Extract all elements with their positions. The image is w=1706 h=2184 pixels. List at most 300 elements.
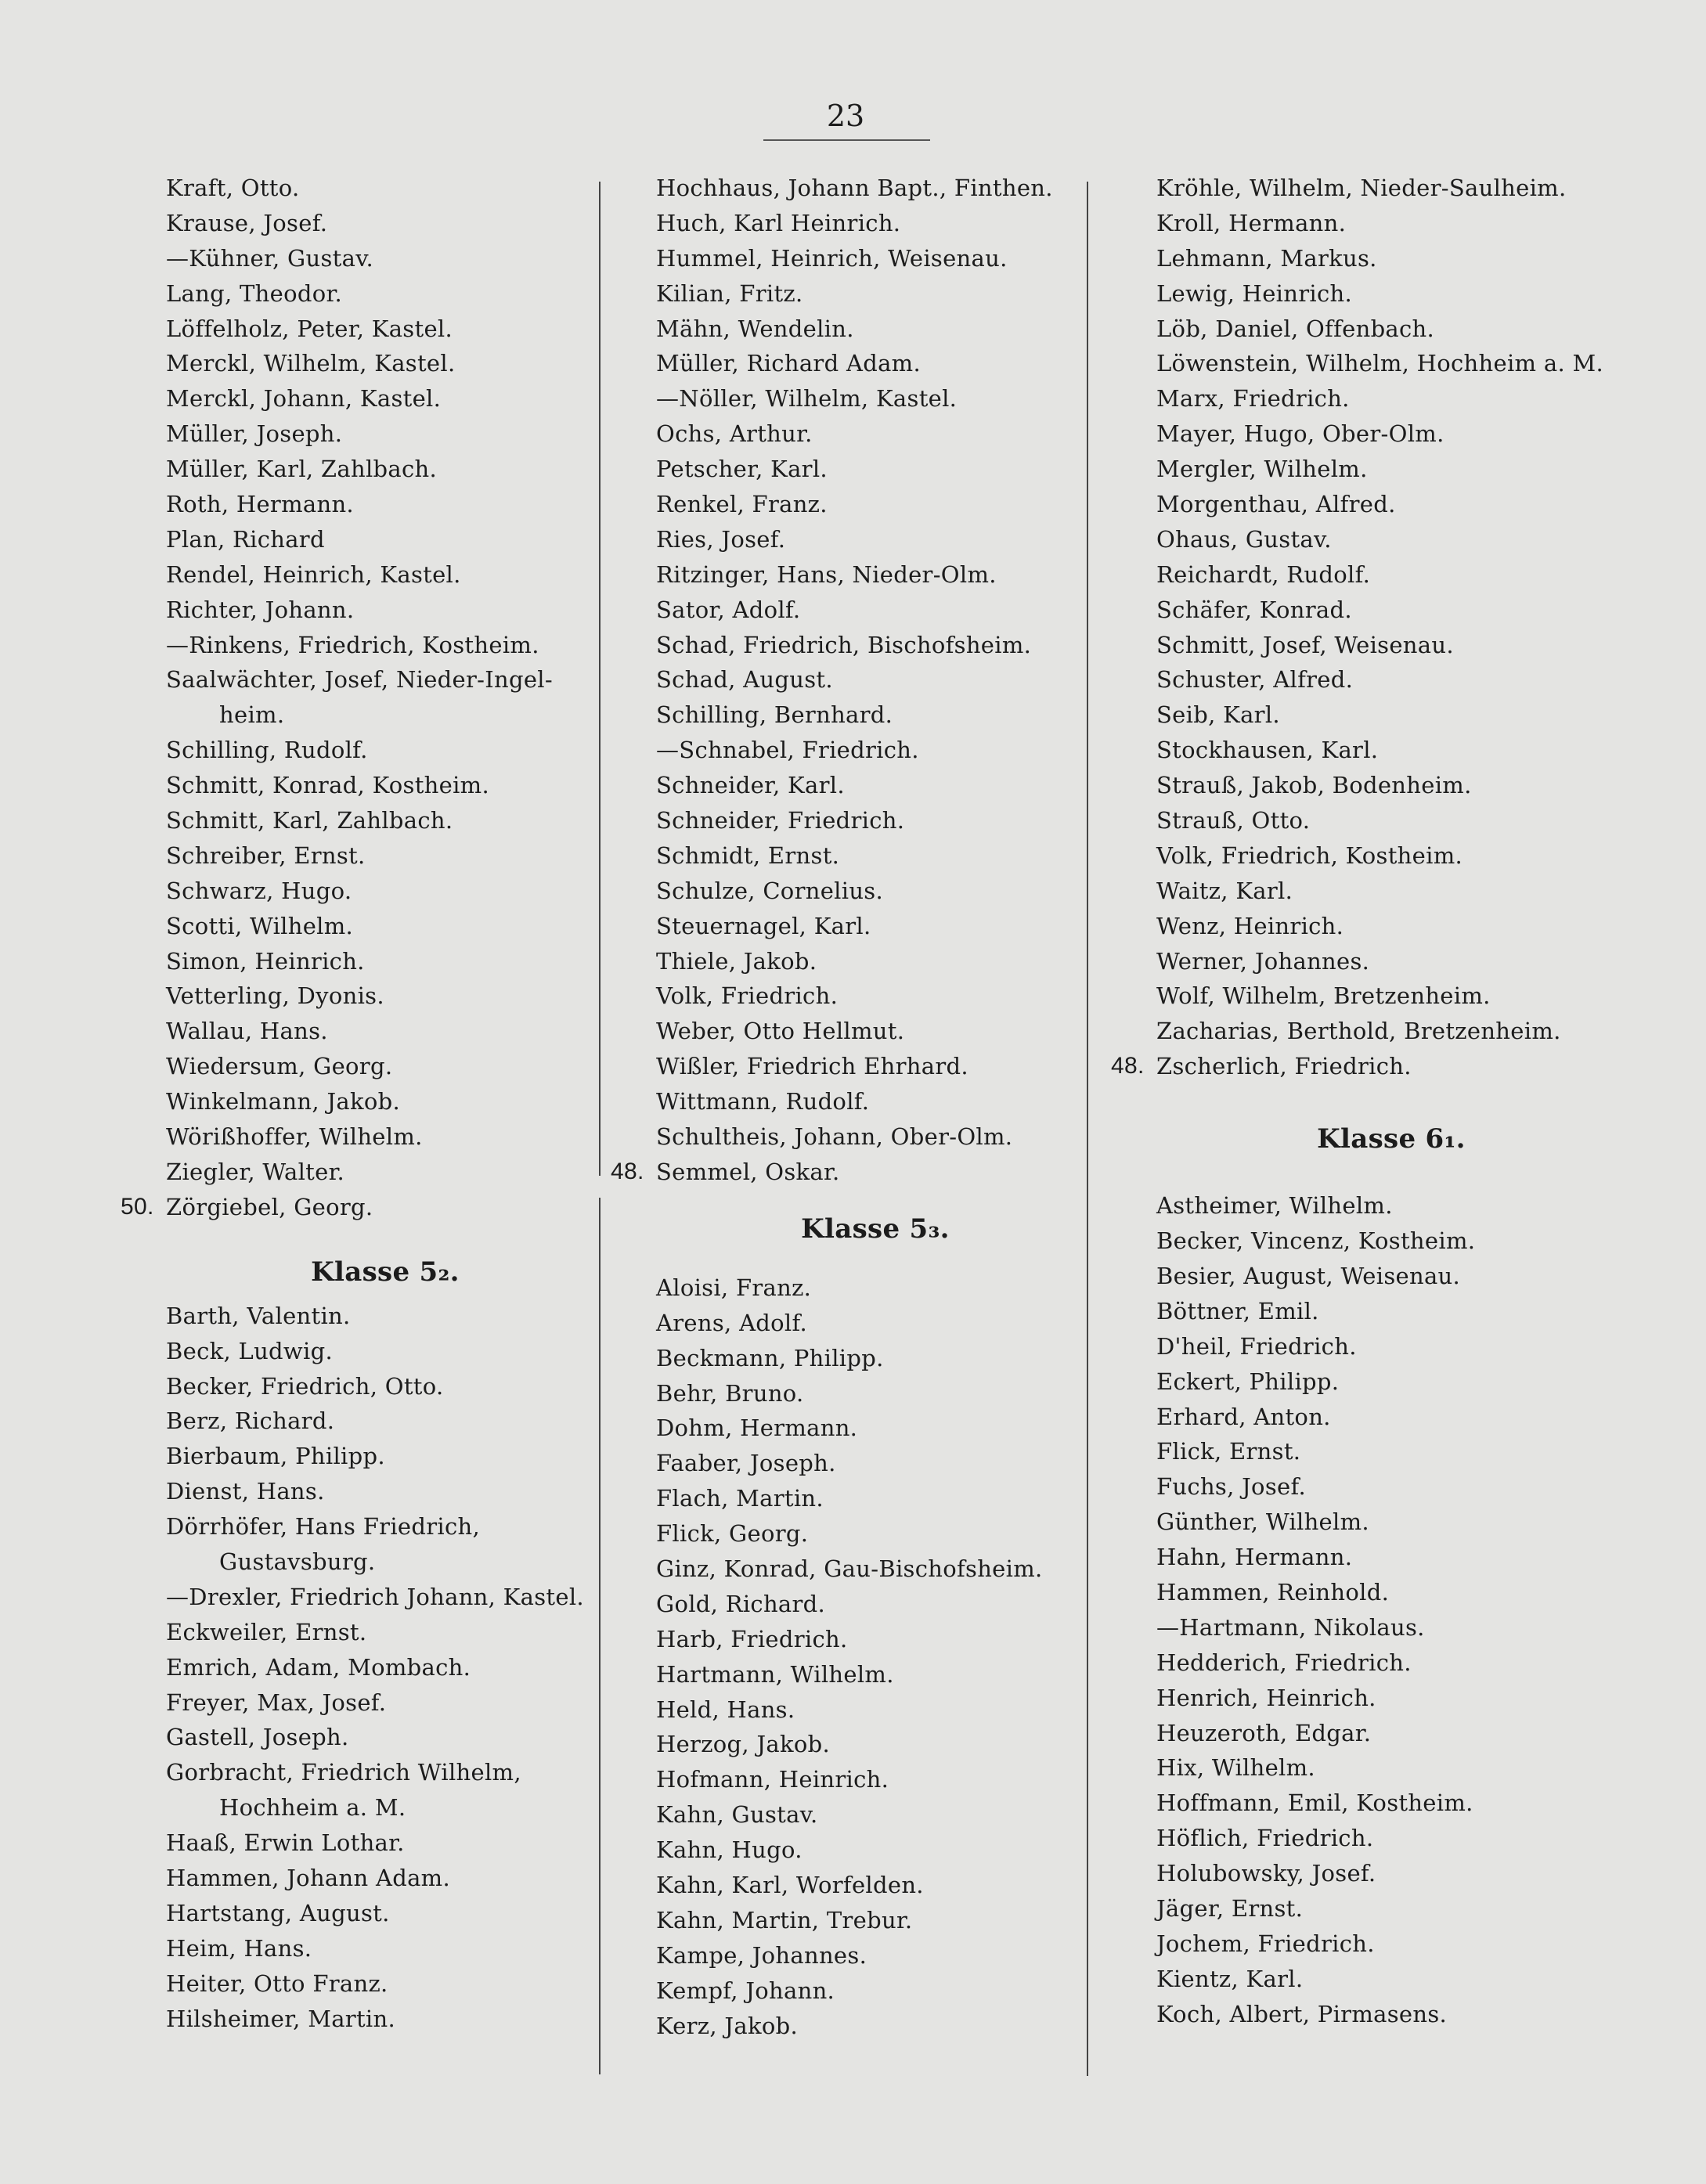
student-name: Schultheis, Johann, Ober-Olm. [656,1123,1013,1151]
student-name: Beck, Ludwig. [166,1337,334,1364]
list-item [656,838,1095,874]
column-3 [1111,171,1626,2032]
list-item [166,1334,604,1369]
list-item [166,1580,604,1615]
student-name: Schäfer, Konrad. [1156,596,1352,623]
student-name: Kampe, Johannes. [656,1941,867,1969]
student-name: Stockhausen, Karl. [1156,737,1379,764]
list-item [1156,276,1626,312]
student-name: Waitz, Karl. [1156,877,1293,904]
student-name: Ritzinger, Hans, Nieder-Olm. [656,560,997,588]
student-name: Hahn, Hermann. [1156,1544,1353,1571]
student-name: Lang, Theodor. [166,279,342,307]
student-name: Mergler, Wilhelm. [1156,456,1368,483]
list-item [656,1341,1095,1376]
list-item [166,1474,604,1509]
student-name: Kempf, Johann. [656,1977,835,2004]
student-name: Lewig, Heinrich. [1156,279,1352,307]
student-name: Hammen, Johann Adam. [166,1864,450,1891]
student-name: Gustavsburg. [219,1548,376,1575]
student-name: Koch, Albert, Pirmasens. [1156,2000,1448,2027]
list-item [1156,452,1626,487]
student-name: Marx, Friedrich. [1156,385,1350,413]
student-name: Höflich, Friedrich. [1156,1825,1374,1852]
student-name: Wiedersum, Georg. [166,1053,393,1080]
student-name: Plan, Richard [166,525,325,553]
list-item [166,1049,604,1084]
student-name: Scotti, Wilhelm. [166,912,354,939]
list-item [1156,1259,1626,1294]
student-name: Huch, Karl Heinrich. [656,209,901,236]
student-name: —Rinkens, Friedrich, Kostheim. [166,631,539,658]
student-name: Behr, Bruno. [656,1379,804,1407]
student-name: Dohm, Hermann. [656,1415,858,1442]
list-item [166,697,604,733]
student-name: Dienst, Hans. [166,1478,325,1505]
student-name: Ginz, Konrad, Gau-Bischofsheim. [656,1555,1043,1582]
list-item [1156,487,1626,522]
student-name: Strauß, Otto. [1156,807,1311,834]
student-name: Heim, Hans. [166,1934,312,1962]
list-item [166,1119,604,1155]
list-item [656,2009,1095,2044]
list-item [656,1868,1095,1903]
student-name: —Nöller, Wilhelm, Kastel. [656,385,958,413]
student-name: Winkelmann, Jakob. [166,1088,400,1115]
student-name: Kerz, Jakob. [656,2012,798,2039]
list-item [166,662,604,697]
list-item [1156,241,1626,276]
student-name: Kraft, Otto. [166,175,300,201]
list-item [166,452,604,487]
student-name: Schneider, Karl. [656,772,845,799]
student-name: Hochheim a. M. [219,1794,406,1822]
list-item [1156,803,1626,838]
student-name: Richter, Johann. [166,596,355,623]
list-item [1156,1188,1626,1224]
student-name: Eckert, Philipp. [1156,1368,1340,1395]
student-name: Held, Hans. [656,1696,795,1723]
list-item [656,206,1095,241]
list-item [1156,593,1626,628]
list-item [656,662,1095,697]
student-name: D'heil, Friedrich. [1156,1332,1357,1360]
student-name: Zscherlich, Friedrich. [1156,1053,1412,1080]
student-name: Bierbaum, Philipp. [166,1443,385,1470]
student-name: Kahn, Karl, Worfelden. [656,1871,924,1898]
student-name: Schmitt, Konrad, Kostheim. [166,772,489,799]
student-name: Hochhaus, Johann Bapt., Finthen. [656,175,1053,201]
list-item [1156,416,1626,452]
list-item [166,874,604,909]
student-name: Morgenthau, Alfred. [1156,491,1396,518]
list-item [166,312,604,347]
list-item [656,522,1095,557]
student-name: Hummel, Heinrich, Weisenau. [656,244,1008,272]
student-name: Volk, Friedrich, Kostheim. [1156,842,1463,869]
list-item [166,593,604,628]
list-item [656,909,1095,944]
list-item [1156,1786,1626,1821]
list-item [656,1270,1095,1306]
student-name: Wittmann, Rudolf. [656,1088,870,1115]
student-name: Holubowsky, Josef. [1156,1860,1376,1887]
student-name: Jäger, Ernst. [1156,1894,1304,1922]
list-item [1156,662,1626,697]
student-name: Kröhle, Wilhelm, Nieder-Saulheim. [1156,175,1567,201]
list-item [166,1084,604,1119]
list-item [1156,1434,1626,1469]
list-item [166,978,604,1014]
list-item [1156,874,1626,909]
student-name: Berz, Richard. [166,1407,335,1435]
student-name: Hedderich, Friedrich. [1156,1649,1412,1676]
student-name: Becker, Vincenz, Kostheim. [1156,1227,1476,1255]
list-item [656,346,1095,381]
list-item [166,381,604,416]
list-item [656,1692,1095,1728]
list-item [1156,557,1626,593]
list-item [166,1369,604,1404]
list-item [166,1299,604,1334]
student-name: Hofmann, Heinrich. [656,1766,889,1793]
student-name: —Schnabel, Friedrich. [656,737,919,764]
student-name: Wallau, Hans. [166,1018,328,1045]
list-item [166,1685,604,1721]
student-name: Hartmann, Wilhelm. [656,1660,894,1688]
student-name: Hammen, Reinhold. [1156,1578,1390,1606]
list-item [1156,1926,1626,1962]
list-item [1156,1750,1626,1786]
list-item [656,1411,1095,1446]
list-item [1156,1014,1626,1049]
student-name: Löffelholz, Peter, Kastel. [166,315,453,342]
list-item [1156,1681,1626,1716]
list-item [1156,1997,1626,2032]
list-item [1156,944,1626,979]
list-item [656,276,1095,312]
list-item [656,628,1095,663]
list-item [1156,909,1626,944]
student-name: Wolf, Wilhelm, Bretzenheim. [1156,982,1491,1010]
list-item [1156,1540,1626,1575]
student-name: Dörrhöfer, Hans Friedrich, [166,1513,480,1541]
student-name: Arens, Adolf. [656,1309,808,1336]
column-1 [121,171,604,2036]
list-item [166,241,604,276]
student-name: Beckmann, Philipp. [656,1344,884,1371]
student-name: —Drexler, Friedrich Johann, Kastel. [166,1583,584,1610]
class-heading [656,1190,1095,1270]
student-name: Eckweiler, Ernst. [166,1618,367,1645]
list-item [1156,312,1626,347]
list-item [656,557,1095,593]
list-item [656,1973,1095,2009]
student-name: Müller, Joseph. [166,420,343,448]
entry-count: 48. [611,1158,644,1184]
list-item [656,487,1095,522]
class-heading [1156,1084,1626,1188]
student-name: Wenz, Heinrich. [1156,912,1344,939]
student-name: Harb, Friedrich. [656,1625,848,1652]
list-item [656,1376,1095,1411]
list-item [1156,1505,1626,1540]
student-name: Kroll, Hermann. [1156,209,1347,236]
student-name: Kahn, Gustav. [656,1801,818,1829]
student-name: Hartstang, August. [166,1899,390,1926]
list-item [656,312,1095,347]
student-name: Ohaus, Gustav. [1156,525,1332,553]
list-item [166,909,604,944]
list-item [166,944,604,979]
list-item [166,1509,604,1544]
student-name: Hoffmann, Emil, Kostheim. [1156,1789,1473,1817]
student-name: Wißler, Friedrich Ehrhard. [656,1053,968,1080]
student-name: Löb, Daniel, Offenbach. [1156,315,1435,342]
list-item [656,593,1095,628]
student-name: Kilian, Fritz. [656,279,803,307]
list-item [656,1446,1095,1481]
class-heading-text: Klasse 6₁. [1317,1123,1466,1155]
student-name: Jochem, Friedrich. [1156,1930,1375,1957]
student-name: Erhard, Anton. [1156,1403,1331,1430]
student-name: Faaber, Joseph. [656,1450,836,1477]
list-item [166,1966,604,2002]
student-name: heim. [219,701,285,729]
student-name: Schuster, Alfred. [1156,666,1354,694]
list-item [166,171,604,206]
list-item [611,1155,1095,1190]
list-item [656,1727,1095,1762]
list-item [656,1622,1095,1657]
list-item [656,874,1095,909]
student-name: Herzog, Jakob. [656,1731,830,1758]
list-item [656,768,1095,803]
list-item [166,1790,604,1825]
student-name: Flick, Georg. [656,1520,809,1548]
student-name: Barth, Valentin. [166,1302,351,1329]
list-item [166,1615,604,1650]
student-name: Gold, Richard. [656,1590,826,1617]
student-name: Zacharias, Berthold, Bretzenheim. [1156,1018,1561,1045]
student-name: Renkel, Franz. [656,491,828,518]
student-name: Hix, Wilhelm. [1156,1754,1315,1782]
page-number: 23 [826,99,865,133]
student-name: Aloisi, Franz. [656,1274,812,1301]
student-name: Ochs, Arthur. [656,420,813,448]
student-name: Freyer, Max, Josef. [166,1688,387,1716]
list-item [656,452,1095,487]
list-item [1156,206,1626,241]
list-item [166,416,604,452]
student-name: —Hartmann, Nikolaus. [1156,1613,1425,1641]
list-item [656,1587,1095,1622]
list-item [1156,1856,1626,1891]
list-item [166,768,604,803]
student-name: Schreiber, Ernst. [166,842,366,869]
student-name: Simon, Heinrich. [166,947,365,975]
column-2 [611,171,1095,2043]
student-name: Rendel, Heinrich, Kastel. [166,560,461,588]
student-name: Thiele, Jakob. [656,947,817,975]
list-item [656,1119,1095,1155]
student-name: Schmitt, Karl, Zahlbach. [166,807,453,834]
student-name: Roth, Hermann. [166,491,354,518]
list-item [1156,381,1626,416]
student-name: Werner, Johannes. [1156,947,1370,975]
student-name: Schneider, Friedrich. [656,807,905,834]
student-name: Krause, Josef. [166,209,328,236]
list-item [166,1650,604,1685]
list-item [656,1552,1095,1587]
list-item [1156,1400,1626,1435]
student-name: Astheimer, Wilhelm. [1156,1192,1393,1220]
student-name: Gorbracht, Friedrich Wilhelm, [166,1759,521,1786]
list-item [1156,1962,1626,1997]
list-item [166,346,604,381]
student-name: Merckl, Johann, Kastel. [166,385,442,413]
student-name: Schulze, Cornelius. [656,877,883,904]
student-name: Schmitt, Josef, Weisenau. [1156,631,1454,658]
student-name: Schwarz, Hugo. [166,877,352,904]
list-item [1156,1469,1626,1505]
list-item [1156,838,1626,874]
list-item [166,1755,604,1790]
list-item [656,1762,1095,1797]
student-name: Lehmann, Markus. [1156,244,1377,272]
student-name: Wörißhoffer, Wilhelm. [166,1123,423,1151]
student-name: Reichardt, Rudolf. [1156,560,1371,588]
list-item [1156,628,1626,663]
list-item [1156,171,1626,206]
student-name: Hilsheimer, Martin. [166,2005,395,2032]
list-item [1156,1294,1626,1329]
class-heading-text: Klasse 5₂. [311,1256,460,1288]
student-name: —Kühner, Gustav. [166,244,373,272]
student-name: Becker, Friedrich, Otto. [166,1372,444,1400]
list-item [166,628,604,663]
student-name: Kahn, Hugo. [656,1836,803,1864]
student-name: Mayer, Hugo, Ober-Olm. [1156,420,1445,448]
student-name: Ries, Josef. [656,525,786,553]
list-item [166,2002,604,2037]
student-name: Gastell, Joseph. [166,1724,349,1751]
list-item [166,1155,604,1190]
list-item [166,1931,604,1966]
student-name: Strauß, Jakob, Bodenheim. [1156,772,1472,799]
list-item [166,276,604,312]
list-item [656,1481,1095,1516]
student-name: Schilling, Bernhard. [656,701,893,729]
student-name: Petscher, Karl. [656,456,828,483]
student-name: Emrich, Adam, Mombach. [166,1653,471,1681]
list-item [1156,1716,1626,1751]
class-heading [166,1225,604,1299]
list-item [166,1825,604,1861]
list-item [1156,1610,1626,1645]
list-item [656,1657,1095,1692]
list-item [1156,1645,1626,1681]
page-number-rule [763,139,930,141]
student-name: Besier, August, Weisenau. [1156,1262,1461,1289]
list-item [166,803,604,838]
student-name: Steuernagel, Karl. [656,912,871,939]
list-item [656,697,1095,733]
list-item [656,733,1095,768]
student-name: Merckl, Wilhelm, Kastel. [166,350,456,377]
student-name: Böttner, Emil. [1156,1297,1319,1324]
list-item [166,557,604,593]
list-item [656,1797,1095,1833]
list-item [121,1190,604,1225]
student-name: Volk, Friedrich. [656,982,839,1010]
list-item [1156,733,1626,768]
list-item [166,733,604,768]
student-name: Schilling, Rudolf. [166,737,368,764]
list-item [1111,1049,1626,1084]
list-item [166,522,604,557]
list-item [1156,1224,1626,1259]
class-heading-text: Klasse 5₃. [801,1213,950,1245]
list-item [656,1938,1095,1973]
student-name: Müller, Karl, Zahlbach. [166,456,438,483]
list-item [656,803,1095,838]
student-name: Ziegler, Walter. [166,1158,345,1185]
student-name: Semmel, Oskar. [656,1158,840,1185]
list-item [656,978,1095,1014]
student-name: Haaß, Erwin Lothar. [166,1829,405,1857]
student-name: Fuchs, Josef. [1156,1473,1306,1501]
list-item [166,206,604,241]
list-item [1156,1821,1626,1856]
list-item [656,381,1095,416]
list-item [166,1720,604,1755]
student-name: Schmidt, Ernst. [656,842,840,869]
student-name: Löwenstein, Wilhelm, Hochheim a. M. [1156,350,1604,377]
list-item [656,1084,1095,1119]
student-name: Heiter, Otto Franz. [166,1970,388,1997]
student-name: Seib, Karl. [1156,701,1280,729]
list-item [656,944,1095,979]
list-item [656,1014,1095,1049]
student-name: Henrich, Heinrich. [1156,1684,1376,1711]
student-name: Mähn, Wendelin. [656,315,854,342]
list-item [166,1404,604,1439]
list-item [166,838,604,874]
student-name: Sator, Adolf. [656,596,801,623]
student-name: Schad, August. [656,666,833,694]
list-item [656,241,1095,276]
list-item [1156,768,1626,803]
student-name: Müller, Richard Adam. [656,350,921,377]
entry-count: 50. [121,1193,154,1220]
student-name: Flach, Martin. [656,1485,824,1512]
list-item [656,1903,1095,1938]
student-name: Flick, Ernst. [1156,1438,1301,1465]
student-name: Saalwächter, Josef, Nieder-Ingel- [166,666,553,694]
list-item [656,416,1095,452]
list-item [166,1861,604,1896]
list-item [656,1049,1095,1084]
list-item [1156,978,1626,1014]
student-name: Günther, Wilhelm. [1156,1508,1369,1536]
list-item [656,171,1095,206]
list-item [1156,1575,1626,1610]
list-item [1156,1364,1626,1400]
list-item [1156,1329,1626,1364]
list-item [1156,1891,1626,1926]
list-item [166,487,604,522]
